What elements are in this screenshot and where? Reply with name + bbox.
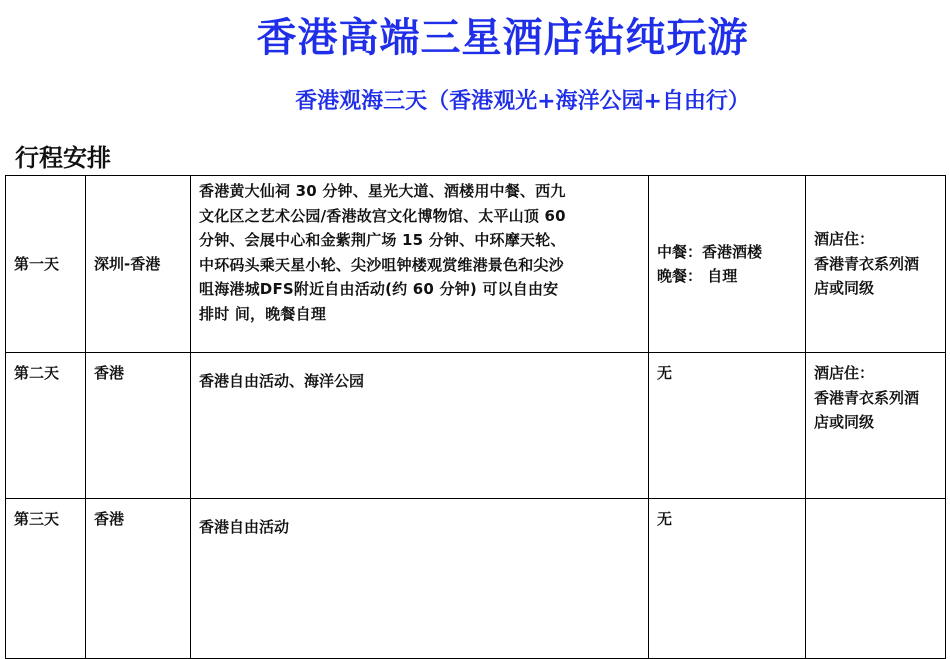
description-line: 分钟、会展中心和金紫荆广场 15 分钟、中环摩天轮、 [199, 231, 566, 249]
meal-line: 晚餐： 自理 [657, 267, 738, 285]
day-label: 第二天 [14, 364, 60, 382]
table-row [6, 499, 946, 659]
description-cell [191, 176, 649, 353]
table-row [6, 176, 946, 353]
hotel-line: 店或同级 [814, 279, 875, 298]
meal-line: 中餐：香港酒楼 [657, 242, 763, 261]
meal-line: 无 [657, 364, 673, 382]
document-title: 香港高端三星酒店钻纯玩游 [256, 15, 749, 61]
route-label: 香港 [94, 364, 125, 382]
hotel-cell [806, 353, 946, 499]
description-cell [191, 353, 649, 499]
hotel-line: 香港青衣系列酒 [814, 388, 920, 407]
hotel-line: 香港青衣系列酒 [814, 254, 920, 273]
route-cell [86, 176, 191, 353]
day-cell [6, 176, 86, 353]
description-line: 香港自由活动、海洋公园 [199, 372, 365, 390]
table-row [6, 353, 946, 499]
description-line: 排时 间，晚餐自理 [199, 304, 327, 323]
hotel-line: 酒店住： [814, 230, 875, 249]
description-line: 咀海港城DFS附近自由活动(约 60 分钟) 可以自由安 [199, 280, 559, 298]
description-cell [191, 499, 649, 659]
hotel-line: 酒店住： [814, 364, 875, 382]
hotel-cell [806, 176, 946, 353]
section-heading: 行程安排 [15, 144, 111, 172]
day-label: 第三天 [14, 510, 60, 528]
day-label: 第一天 [14, 254, 60, 273]
itinerary-table [5, 175, 946, 659]
meals-cell [649, 499, 806, 659]
route-label: 香港 [94, 510, 125, 528]
meals-cell [649, 176, 806, 353]
description-line: 香港黄大仙祠 30 分钟、星光大道、酒楼用中餐、西九 [199, 182, 566, 200]
route-label: 深圳-香港 [94, 254, 161, 273]
description-line: 文化区之艺术公园/香港故宫文化博物馆、太平山顶 60 [199, 206, 566, 225]
meal-line: 无 [657, 510, 673, 528]
day-cell [6, 353, 86, 499]
document-subtitle: 香港观海三天（香港观光+海洋公园+自由行） [295, 89, 750, 114]
route-cell [86, 353, 191, 499]
meals-cell [649, 353, 806, 499]
route-cell [86, 499, 191, 659]
day-cell [6, 499, 86, 659]
description-line: 香港自由活动 [199, 518, 290, 536]
description-line: 中环码头乘天星小轮、尖沙咀钟楼观赏维港景色和尖沙 [199, 255, 564, 274]
hotel-cell [806, 499, 946, 659]
hotel-line: 店或同级 [814, 413, 875, 431]
